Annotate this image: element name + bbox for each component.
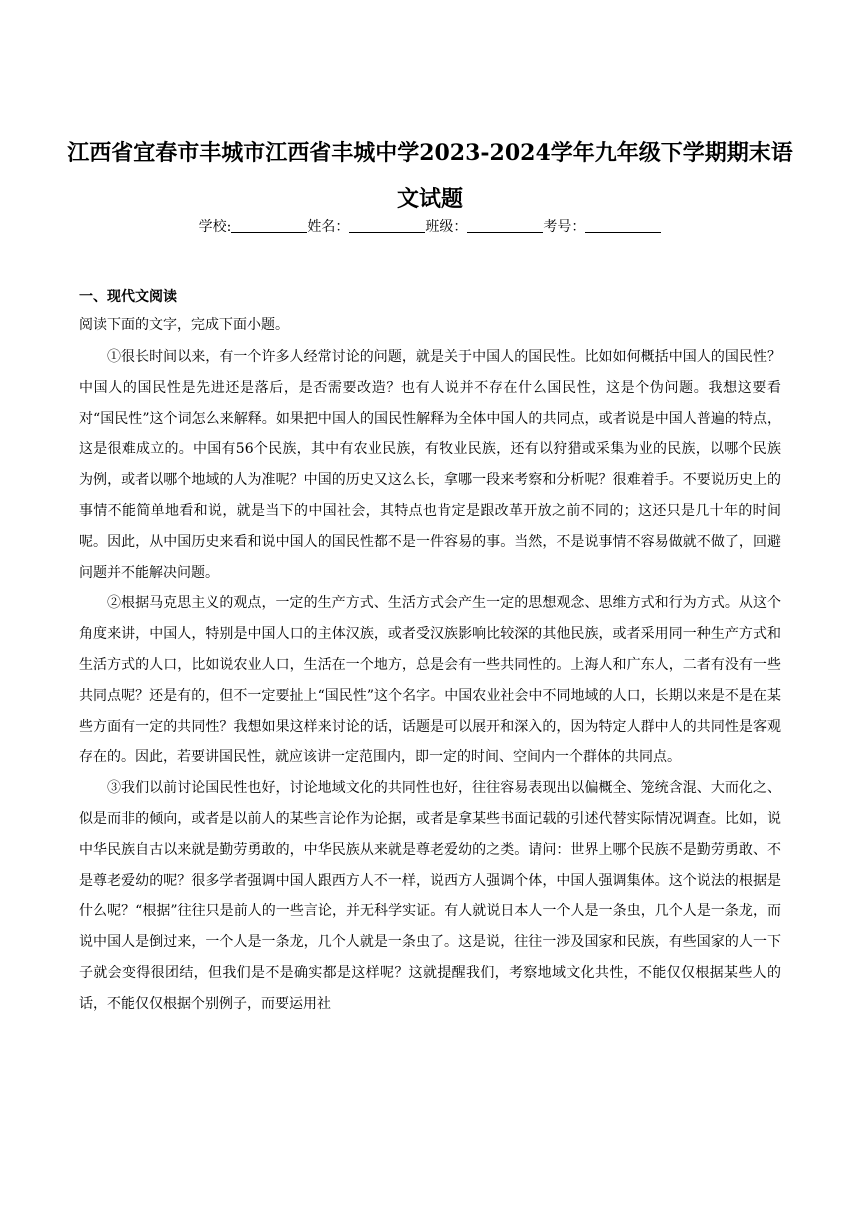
student-info-line [0,216,860,238]
class-label: 班级： [425,219,468,235]
name-blank [349,218,425,233]
name-label: 姓名： [307,219,350,235]
section-instruction: 阅读下面的文字，完成下面小题。 [79,317,289,333]
paragraph-1: ①很长时间以来，有一个许多人经常讨论的问题，就是关于中国人的国民性。比如如何概括中国人的国民性？中国人的国民性是先进还是落后，是否需要改造？也有人说并不存在什么国民性，这是个伪问题。我想这要看对“国民性”这个词怎么来解释。如果把中国人的国民性解释为全体中国人的共同点，或者说是中国人普遍的特点，这是很难成立的。中国有56个民族，其中有农业民族，有牧业民族，还有以狩猎或采集为业的民族，以哪个民族为例，或者以哪个地域的人为准呢？中国的历史又这么长，拿哪一段来考察和分析呢？很难着手。不要说历史上的事情不能简单地看和说，就是当下的中国社会，其特点也肯定是跟改革开放之前不同的；这还只是几十年的时间呢。因此，从中国历史来看和说中国人的国民性都不是一件容易的事。当然，不是说事情不容易做就不做了，回避问题并不能解决问题。 [79,349,781,581]
reading-passage [79,342,781,1020]
school-label: 学校: [198,219,232,235]
document-title: 江西省宜春市丰城市江西省丰城中学2023-2024学年九年级下学期期末语文试题 [67,140,793,212]
school-blank [231,218,307,233]
paragraph-2: ②根据马克思主义的观点，一定的生产方式、生活方式会产生一定的思想观念、思维方式和行为方式。从这个角度来讲，中国人，特别是中国人口的主体汉族，或者受汉族影响比较深的其他民族，或者采用同一种生产方式和生活方式的人口，比如说农业人口，生活在一个地方，总是会有一些共同性的。上海人和广东人，二者有没有一些共同点呢？还是有的，但不一定要扯上“国民性”这个名字。中国农业社会中不同地域的人口，长期以来是不是在某些方面有一定的共同性？我想如果这样来讨论的话，话题是可以展开和深入的，因为特定人群中人的共同性是客观存在的。因此，若要讲国民性，就应该讲一定范围内，即一定的时间、空间内一个群体的共同点。 [79,595,781,766]
exam-no-blank [585,218,661,233]
section-heading: 一、现代文阅读 [79,289,177,305]
paragraph-3: ③我们以前讨论国民性也好，讨论地域文化的共同性也好，往往容易表现出以偏概全、笼统含混、大而化之、似是而非的倾向，或者是以前人的某些言论作为论据，或者是拿某些书面记载的引述代替实际情况调查。比如，说中华民族自古以来就是勤劳勇敢的，中华民族从来就是尊老爱幼的之类。请问：世界上哪个民族不是勤劳勇敢、不是尊老爱幼的呢？很多学者强调中国人跟西方人不一样，说西方人强调个体，中国人强调集体。这个说法的根据是什么呢？“根据”往往只是前人的一些言论，并无科学实证。有人就说日本人一个人是一条虫，几个人是一条龙，而说中国人是倒过来，一个人是一条龙，几个人就是一条虫了。这是说，往往一涉及国家和民族，有些国家的人一下子就会变得很团结，但我们是不是确实都是这样呢？这就提醒我们，考察地域文化共性，不能仅仅根据某些人的话，不能仅仅根据个别例子，而要运用社 [79,780,781,1012]
class-blank [467,218,543,233]
exam-no-label: 考号： [543,219,586,235]
